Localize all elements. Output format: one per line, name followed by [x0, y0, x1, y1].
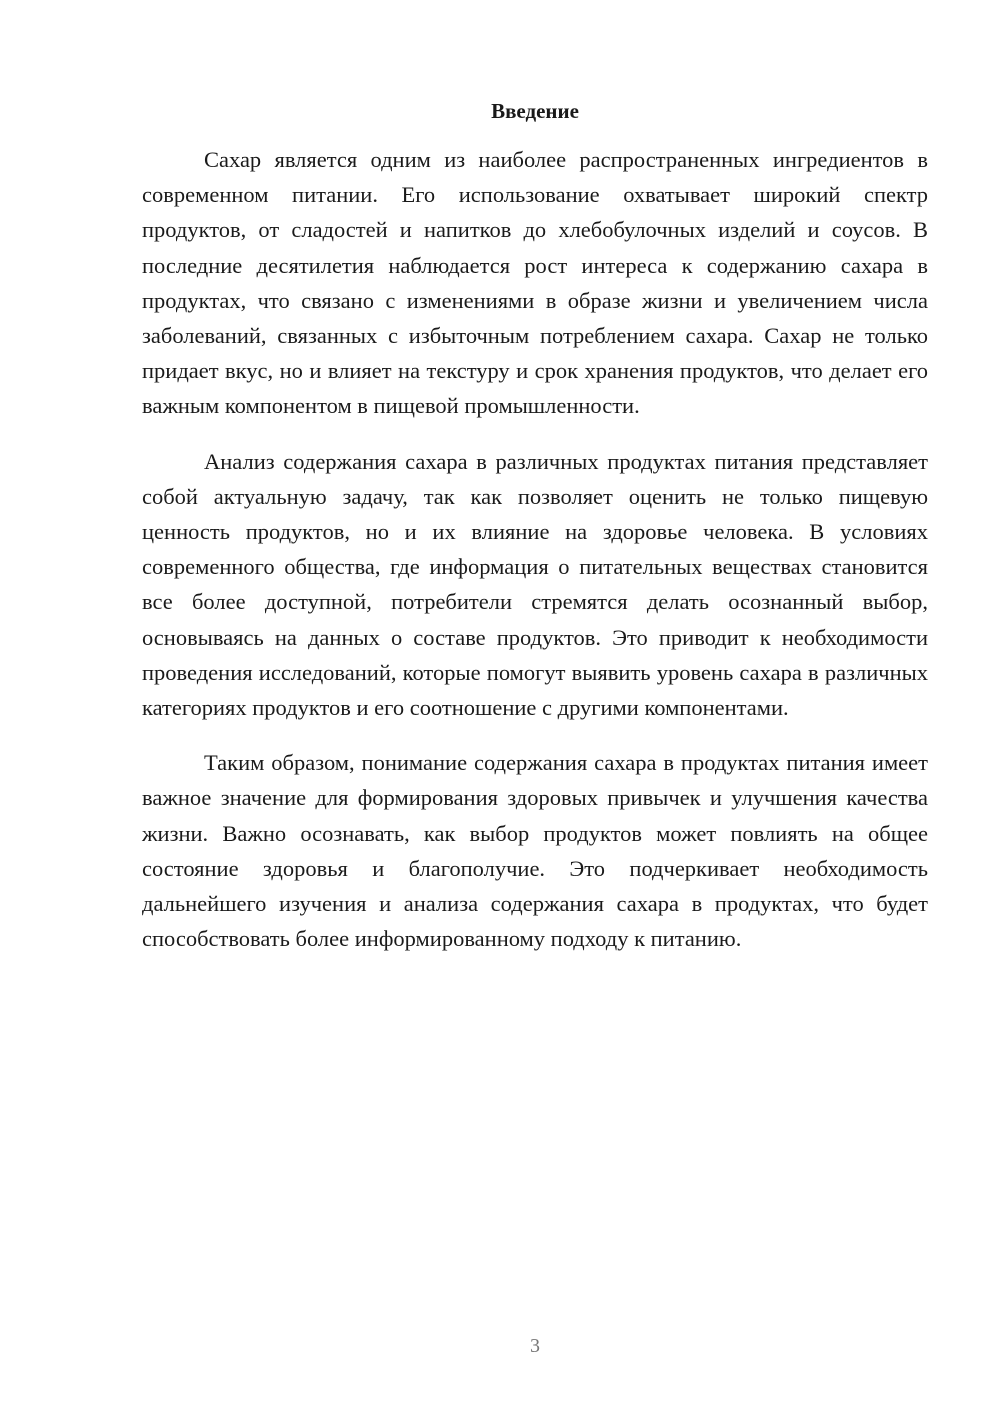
body-text: [142, 142, 928, 976]
section-title: Введение: [491, 99, 579, 123]
page-number: 3: [530, 1335, 540, 1357]
paragraph-2: Анализ содержания сахара в различных продуктах питания представляет собой актуальную задачу, так как позволяет оценить не только пищевую ценность продуктов, но и их влияние на здоровье человека. В условиях современного общества, где информация о питательных веществах становится все более доступной, потребители стремятся делать осознанный выбор, основываясь на данных о составе продуктов. Это приводит к необходимости проведения исследований, которые помогут выявить уровень сахара в различных категориях продуктов и его соотношение с другими компонентами.: [142, 448, 928, 721]
paragraph-3: Таким образом, понимание содержания сахара в продуктах питания имеет важное значение для формирования здоровых привычек и улучшения качества жизни. Важно осознавать, как выбор продуктов может повлиять на общее состояние здоровья и благополучие. Это подчеркивает необходимость дальнейшего изучения и анализа содержания сахара в продуктах, что будет способствовать более информированному подходу к питанию.: [142, 750, 928, 952]
paragraph-1: Сахар является одним из наиболее распространенных ингредиентов в современном питании. Его использование охватывает широкий спектр продуктов, от сладостей и напитков до хлебобулочных изделий и соусов. В последние десятилетия наблюдается рост интереса к содержанию сахара в продуктах, что связано с изменениями в образе жизни и увеличением числа заболеваний, связанных с избыточным потреблением сахара. Сахар не только придает вкус, но и влияет на текстуру и срок хранения продуктов, что делает его важным компонентом в пищевой промышленности.: [142, 147, 928, 419]
